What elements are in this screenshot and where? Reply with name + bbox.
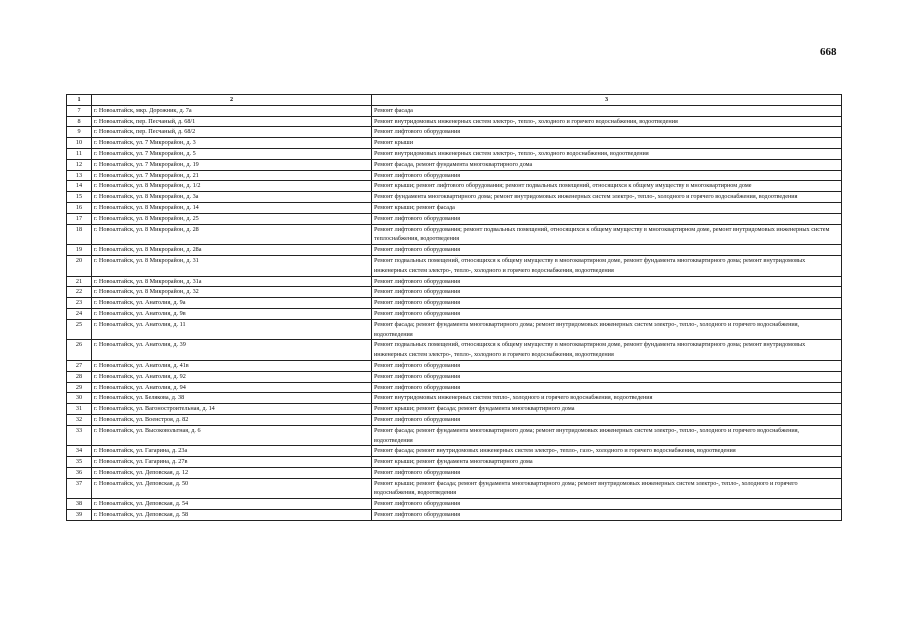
works-cell: Ремонт лифтового оборудования <box>372 276 842 287</box>
address-cell: г. Новоалтайск, пер. Песчаный, д. 68/2 <box>92 127 372 138</box>
works-cell: Ремонт крыши; ремонт фасада; ремонт фундамента многоквартирного дома; ремонт внутридомовых инженерных систем электро-, тепло-, холодного и горячего водоснабжения, водоотведения <box>372 478 842 499</box>
table-row <box>67 457 842 468</box>
row-number-cell: 22 <box>67 287 92 298</box>
table-row <box>67 276 842 287</box>
header-cell-number: 1 <box>67 95 92 106</box>
table-row <box>67 425 842 446</box>
works-cell: Ремонт внутридомовых инженерных систем тепло-, холодного и горячего водоснабжения, водоотведения <box>372 393 842 404</box>
address-cell: г. Новоалтайск, ул. 7 Микрорайон, д. 19 <box>92 159 372 170</box>
works-cell: Ремонт фасада; ремонт внутридомовых инженерных систем электро-, тепло-, газо-, холодного и горячего водоснабжения, водоотведения <box>372 446 842 457</box>
address-cell: г. Новоалтайск, пер. Песчаный, д. 68/1 <box>92 116 372 127</box>
table-row <box>67 127 842 138</box>
works-cell: Ремонт лифтового оборудования <box>372 510 842 521</box>
address-cell: г. Новоалтайск, ул. 8 Микрорайон, д. 25 <box>92 213 372 224</box>
works-cell: Ремонт лифтового оборудования <box>372 467 842 478</box>
row-number-cell: 15 <box>67 192 92 203</box>
table-row <box>67 224 842 245</box>
row-number-cell: 38 <box>67 499 92 510</box>
works-cell: Ремонт лифтового оборудования <box>372 499 842 510</box>
row-number-cell: 35 <box>67 457 92 468</box>
address-cell: г. Новоалтайск, ул. Военстроя, д. 82 <box>92 414 372 425</box>
table-row <box>67 159 842 170</box>
address-cell: г. Новоалтайск, ул. Высоковольтная, д. 6 <box>92 425 372 446</box>
table-row <box>67 245 842 256</box>
works-cell: Ремонт фасада, ремонт фундамента многоквартирного дома <box>372 159 842 170</box>
table-row <box>67 105 842 116</box>
row-number-cell: 31 <box>67 404 92 415</box>
table-row <box>67 213 842 224</box>
row-number-cell: 13 <box>67 170 92 181</box>
row-number-cell: 10 <box>67 138 92 149</box>
row-number-cell: 12 <box>67 159 92 170</box>
table-row <box>67 414 842 425</box>
address-cell: г. Новоалтайск, ул. 8 Микрорайон, д. 31а <box>92 276 372 287</box>
row-number-cell: 16 <box>67 202 92 213</box>
works-cell: Ремонт лифтового оборудования <box>372 127 842 138</box>
row-number-cell: 26 <box>67 340 92 361</box>
works-cell: Ремонт лифтового оборудования <box>372 360 842 371</box>
works-cell: Ремонт внутридомовых инженерных систем электро-, тепло-, холодного и горячего водоснабжения, водоотведения <box>372 116 842 127</box>
table-row <box>67 404 842 415</box>
table-row <box>67 382 842 393</box>
table-header-row <box>67 95 842 106</box>
address-cell: г. Новоалтайск, ул. Деповская, д. 12 <box>92 467 372 478</box>
works-cell: Ремонт подвальных помещений, относящихся к общему имуществу в многоквартирном доме, ремонт фундамента многоквартирного дома; ремонт внутридомовых инженерных систем электро-, тепло-, холодного и горячего водоснабжения, водоотведения <box>372 340 842 361</box>
table-row <box>67 192 842 203</box>
address-cell: г. Новоалтайск, ул. 8 Микрорайон, д. 1/2 <box>92 181 372 192</box>
works-cell: Ремонт лифтового оборудования <box>372 298 842 309</box>
works-cell: Ремонт фасада; ремонт фундамента многоквартирного дома; ремонт внутридомовых инженерных систем электро-, тепло-, холодного и горячего водоснабжения, водоотведения <box>372 425 842 446</box>
works-cell: Ремонт лифтового оборудования <box>372 245 842 256</box>
page-number: 668 <box>820 46 837 58</box>
works-cell: Ремонт крыши; ремонт фасада; ремонт фундамента многоквартирного дома <box>372 404 842 415</box>
works-cell: Ремонт крыши; ремонт лифтового оборудования; ремонт подвальных помещений, относящихся к общему имуществу в многоквартирном доме <box>372 181 842 192</box>
row-number-cell: 19 <box>67 245 92 256</box>
works-cell: Ремонт крыши; ремонт фасада <box>372 202 842 213</box>
works-cell: Ремонт фундамента многоквартирного дома; ремонт внутридомовых инженерных систем электро-, тепло-, холодного и горячего водоснабжения, водоотведения <box>372 192 842 203</box>
table-row <box>67 360 842 371</box>
row-number-cell: 39 <box>67 510 92 521</box>
address-cell: г. Новоалтайск, ул. 7 Микрорайон, д. 5 <box>92 148 372 159</box>
row-number-cell: 18 <box>67 224 92 245</box>
table-row <box>67 298 842 309</box>
row-number-cell: 34 <box>67 446 92 457</box>
works-cell: Ремонт лифтового оборудования <box>372 170 842 181</box>
address-cell: г. Новоалтайск, ул. Анатолия, д. 41в <box>92 360 372 371</box>
works-cell: Ремонт лифтового оборудования <box>372 414 842 425</box>
table-row <box>67 478 842 499</box>
address-cell: г. Новоалтайск, ул. Анатолия, д. 9в <box>92 308 372 319</box>
works-cell: Ремонт лифтового оборудования <box>372 213 842 224</box>
table-row <box>67 181 842 192</box>
row-number-cell: 14 <box>67 181 92 192</box>
works-cell: Ремонт лифтового оборудования <box>372 382 842 393</box>
works-cell: Ремонт крыши <box>372 138 842 149</box>
row-number-cell: 37 <box>67 478 92 499</box>
row-number-cell: 20 <box>67 255 92 276</box>
row-number-cell: 29 <box>67 382 92 393</box>
address-cell: г. Новоалтайск, мкр. Дорожник, д. 7а <box>92 105 372 116</box>
address-cell: г. Новоалтайск, ул. 7 Микрорайон, д. 3 <box>92 138 372 149</box>
table-row <box>67 202 842 213</box>
table-row <box>67 319 842 340</box>
address-cell: г. Новоалтайск, ул. 8 Микрорайон, д. 32 <box>92 287 372 298</box>
row-number-cell: 36 <box>67 467 92 478</box>
table-row <box>67 116 842 127</box>
table-row <box>67 255 842 276</box>
works-cell: Ремонт лифтового оборудования <box>372 287 842 298</box>
address-cell: г. Новоалтайск, ул. Анатолия, д. 94 <box>92 382 372 393</box>
address-cell: г. Новоалтайск, ул. Вагоностроительная, д. 14 <box>92 404 372 415</box>
table-row <box>67 138 842 149</box>
row-number-cell: 33 <box>67 425 92 446</box>
table-row <box>67 308 842 319</box>
row-number-cell: 9 <box>67 127 92 138</box>
row-number-cell: 17 <box>67 213 92 224</box>
address-cell: г. Новоалтайск, ул. 8 Микрорайон, д. 14 <box>92 202 372 213</box>
address-cell: г. Новоалтайск, ул. Деповская, д. 54 <box>92 499 372 510</box>
address-cell: г. Новоалтайск, ул. Анатолия, д. 92 <box>92 371 372 382</box>
row-number-cell: 23 <box>67 298 92 309</box>
address-cell: г. Новоалтайск, ул. Гагарина, д. 23а <box>92 446 372 457</box>
table-row <box>67 393 842 404</box>
works-cell: Ремонт лифтового оборудования; ремонт подвальных помещений, относящихся к общему имуществу в многоквартирном доме, ремонт внутридомовых инженерных систем теплоснабжения, водоотведения <box>372 224 842 245</box>
table-row <box>67 467 842 478</box>
table-row <box>67 371 842 382</box>
table-row <box>67 170 842 181</box>
row-number-cell: 28 <box>67 371 92 382</box>
works-cell: Ремонт фасада; ремонт фундамента многоквартирного дома; ремонт внутридомовых инженерных систем электро-, тепло-, холодного и горячего водоснабжения, водоотведения <box>372 319 842 340</box>
row-number-cell: 8 <box>67 116 92 127</box>
address-cell: г. Новоалтайск, ул. 7 Микрорайон, д. 21 <box>92 170 372 181</box>
row-number-cell: 25 <box>67 319 92 340</box>
works-cell: Ремонт фасада <box>372 105 842 116</box>
table-row <box>67 148 842 159</box>
works-cell: Ремонт крыши; ремонт фундамента многоквартирного дома <box>372 457 842 468</box>
row-number-cell: 32 <box>67 414 92 425</box>
table-row <box>67 446 842 457</box>
address-cell: г. Новоалтайск, ул. Деповская, д. 58 <box>92 510 372 521</box>
address-cell: г. Новоалтайск, ул. Анатолия, д. 39 <box>92 340 372 361</box>
row-number-cell: 30 <box>67 393 92 404</box>
table-row <box>67 499 842 510</box>
row-number-cell: 7 <box>67 105 92 116</box>
table-row <box>67 510 842 521</box>
address-cell: г. Новоалтайск, ул. Белякова, д. 38 <box>92 393 372 404</box>
repair-program-table <box>66 94 842 521</box>
works-cell: Ремонт подвальных помещений, относящихся к общему имуществу в многоквартирном доме, ремонт фундамента многоквартирного дома; ремонт внутридомовых инженерных систем электро-, тепло-, холодного и горячего водоснабжения, водоотведения <box>372 255 842 276</box>
table-row <box>67 340 842 361</box>
address-cell: г. Новоалтайск, ул. Анатолия, д. 11 <box>92 319 372 340</box>
table-row <box>67 287 842 298</box>
header-cell-address: 2 <box>92 95 372 106</box>
row-number-cell: 24 <box>67 308 92 319</box>
row-number-cell: 11 <box>67 148 92 159</box>
address-cell: г. Новоалтайск, ул. 8 Микрорайон, д. 28 <box>92 224 372 245</box>
address-cell: г. Новоалтайск, ул. 8 Микрорайон, д. 3а <box>92 192 372 203</box>
header-cell-works: 3 <box>372 95 842 106</box>
address-cell: г. Новоалтайск, ул. Гагарина, д. 27в <box>92 457 372 468</box>
works-cell: Ремонт внутридомовых инженерных систем электро-, тепло-, холодного водоснабжения, водоотведения <box>372 148 842 159</box>
row-number-cell: 21 <box>67 276 92 287</box>
address-cell: г. Новоалтайск, ул. Деповская, д. 50 <box>92 478 372 499</box>
address-cell: г. Новоалтайск, ул. 8 Микрорайон, д. 31 <box>92 255 372 276</box>
address-cell: г. Новоалтайск, ул. 8 Микрорайон, д. 28а <box>92 245 372 256</box>
works-cell: Ремонт лифтового оборудования <box>372 308 842 319</box>
works-cell: Ремонт лифтового оборудования <box>372 371 842 382</box>
row-number-cell: 27 <box>67 360 92 371</box>
address-cell: г. Новоалтайск, ул. Анатолия, д. 9а <box>92 298 372 309</box>
